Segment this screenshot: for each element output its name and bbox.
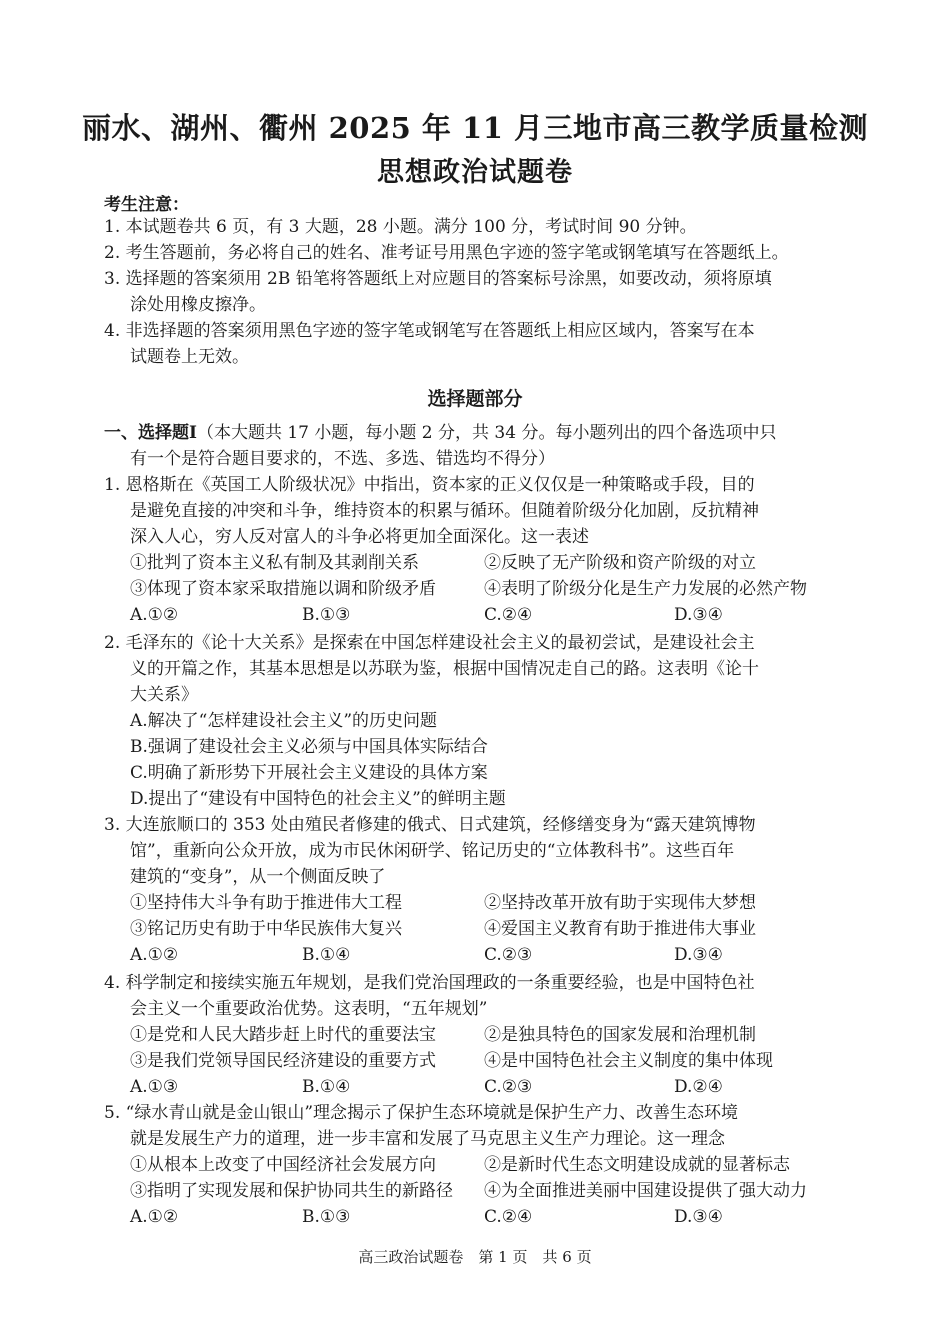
question-1-stem: 深入人心，穷人反对富人的斗争必将更加全面深化。这一表述 xyxy=(130,527,589,547)
question-4-stem: 会主义一个重要政治优势。这表明，“五年规划” xyxy=(130,999,488,1019)
question-1-stem: 1. 恩格斯在《英国工人阶级状况》中指出，资本家的正义仅仅是一种策略或手段，目的 xyxy=(104,475,755,495)
question-5-statement-2: ②是新时代生态文明建设成就的显著标志 xyxy=(484,1155,790,1175)
notice-item-3: 3. 选择题的答案须用 2B 铅笔将答题纸上对应题目的答案标号涂黑，如要改动，须将原填 xyxy=(104,269,772,289)
question-2-stem: 大关系》 xyxy=(130,685,198,705)
part-heading xyxy=(104,420,776,446)
question-5-statement-1: ①从根本上改变了中国经济社会发展方向 xyxy=(130,1155,436,1175)
question-3-option-b: B.①④ xyxy=(302,945,351,965)
question-3-stem: 3. 大连旅顺口的 353 处由殖民者修建的俄式、日式建筑，经修缮变身为“露天建筑博物 xyxy=(104,815,756,835)
notice-item-2: 2. 考生答题前，务必将自己的姓名、准考证号用黑色字迹的签字笔或钢笔填写在答题纸上。 xyxy=(104,243,789,263)
question-2-option-b: B.强调了建设社会主义必须与中国具体实际结合 xyxy=(130,737,488,757)
question-2-option-c: C.明确了新形势下开展社会主义建设的具体方案 xyxy=(130,763,488,783)
notice-item-1: 1. 本试题卷共 6 页，有 3 大题，28 小题。满分 100 分，考试时间 90 分钟。 xyxy=(104,217,697,237)
exam-title: 丽水、湖州、衢州 2025 年 11 月三地市高三教学质量检测 xyxy=(82,111,868,145)
notice-heading: 考生注意： xyxy=(104,195,189,215)
question-3-stem: 建筑的“变身”，从一个侧面反映了 xyxy=(130,867,386,887)
question-3-statement-3: ③铭记历史有助于中华民族伟大复兴 xyxy=(130,919,402,939)
notice-item-3-cont: 涂处用橡皮擦净。 xyxy=(130,295,266,315)
part-description: （本大题共 17 小题，每小题 2 分，共 34 分。每小题列出的四个备选项中只 xyxy=(196,423,777,443)
exam-subtitle: 思想政治试题卷 xyxy=(377,157,573,188)
question-2-option-a: A.解决了“怎样建设社会主义”的历史问题 xyxy=(130,711,438,731)
question-3-option-d: D.③④ xyxy=(674,945,723,965)
question-2-stem: 义的开篇之作，其基本思想是以苏联为鉴，根据中国情况走自己的路。这表明《论十 xyxy=(130,659,759,679)
question-4-statement-3: ③是我们党领导国民经济建设的重要方式 xyxy=(130,1051,436,1071)
question-3-option-a: A.①② xyxy=(130,945,179,965)
question-5-stem: 就是发展生产力的道理，进一步丰富和发展了马克思主义生产力理论。这一理念 xyxy=(130,1129,725,1149)
question-3-statement-4: ④爱国主义教育有助于推进伟大事业 xyxy=(484,919,756,939)
question-4-option-d: D.②④ xyxy=(674,1077,723,1097)
question-1-stem: 是避免直接的冲突和斗争，维持资本的积累与循环。但随着阶级分化加剧，反抗精神 xyxy=(130,501,759,521)
question-1-statement-4: ④表明了阶级分化是生产力发展的必然产物 xyxy=(484,579,807,599)
question-4-statement-2: ②是独具特色的国家发展和治理机制 xyxy=(484,1025,756,1045)
notice-item-4: 4. 非选择题的答案须用黑色字迹的签字笔或钢笔写在答题纸上相应区域内，答案写在本 xyxy=(104,321,755,341)
question-5-statement-4: ④为全面推进美丽中国建设提供了强大动力 xyxy=(484,1181,807,1201)
question-1-statement-2: ②反映了无产阶级和资产阶级的对立 xyxy=(484,553,756,573)
question-4-option-a: A.①③ xyxy=(130,1077,179,1097)
question-1-option-c: C.②④ xyxy=(484,605,533,625)
question-5-option-a: A.①② xyxy=(130,1207,179,1227)
question-5-option-b: B.①③ xyxy=(302,1207,351,1227)
question-4-stem: 4. 科学制定和接续实施五年规划，是我们党治国理政的一条重要经验，也是中国特色社 xyxy=(104,973,755,993)
notice-item-4-cont: 试题卷上无效。 xyxy=(130,347,249,367)
question-1-option-d: D.③④ xyxy=(674,605,723,625)
page-footer: 高三政治试题卷 第 1 页 共 6 页 xyxy=(358,1248,592,1266)
section-title: 选择题部分 xyxy=(427,388,523,410)
question-4-statement-1: ①是党和人民大踏步赶上时代的重要法宝 xyxy=(130,1025,436,1045)
question-1-option-b: B.①③ xyxy=(302,605,351,625)
question-5-statement-3: ③指明了实现发展和保护协同共生的新路径 xyxy=(130,1181,453,1201)
question-4-option-b: B.①④ xyxy=(302,1077,351,1097)
question-1-option-a: A.①② xyxy=(130,605,179,625)
question-3-option-c: C.②③ xyxy=(484,945,533,965)
question-1-statement-3: ③体现了资本家采取措施以调和阶级矛盾 xyxy=(130,579,436,599)
question-2-stem: 2. 毛泽东的《论十大关系》是探索在中国怎样建设社会主义的最初尝试，是建设社会主 xyxy=(104,633,755,653)
question-4-statement-4: ④是中国特色社会主义制度的集中体现 xyxy=(484,1051,773,1071)
question-5-stem: 5. “绿水青山就是金山银山”理念揭示了保护生态环境就是保护生产力、改善生态环境 xyxy=(104,1103,739,1123)
question-5-option-d: D.③④ xyxy=(674,1207,723,1227)
question-3-statement-1: ①坚持伟大斗争有助于推进伟大工程 xyxy=(130,893,402,913)
question-3-stem: 馆”，重新向公众开放，成为市民休闲研学、铭记历史的“立体教科书”。这些百年 xyxy=(130,841,735,861)
question-5-option-c: C.②④ xyxy=(484,1207,533,1227)
part-label: 一、选择题Ⅰ xyxy=(104,423,197,443)
question-4-option-c: C.②③ xyxy=(484,1077,533,1097)
part-description-cont: 有一个是符合题目要求的，不选、多选、错选均不得分） xyxy=(130,449,555,469)
question-3-statement-2: ②坚持改革开放有助于实现伟大梦想 xyxy=(484,893,756,913)
question-1-statement-1: ①批判了资本主义私有制及其剥削关系 xyxy=(130,553,419,573)
question-2-option-d: D.提出了“建设有中国特色的社会主义”的鲜明主题 xyxy=(130,789,506,809)
